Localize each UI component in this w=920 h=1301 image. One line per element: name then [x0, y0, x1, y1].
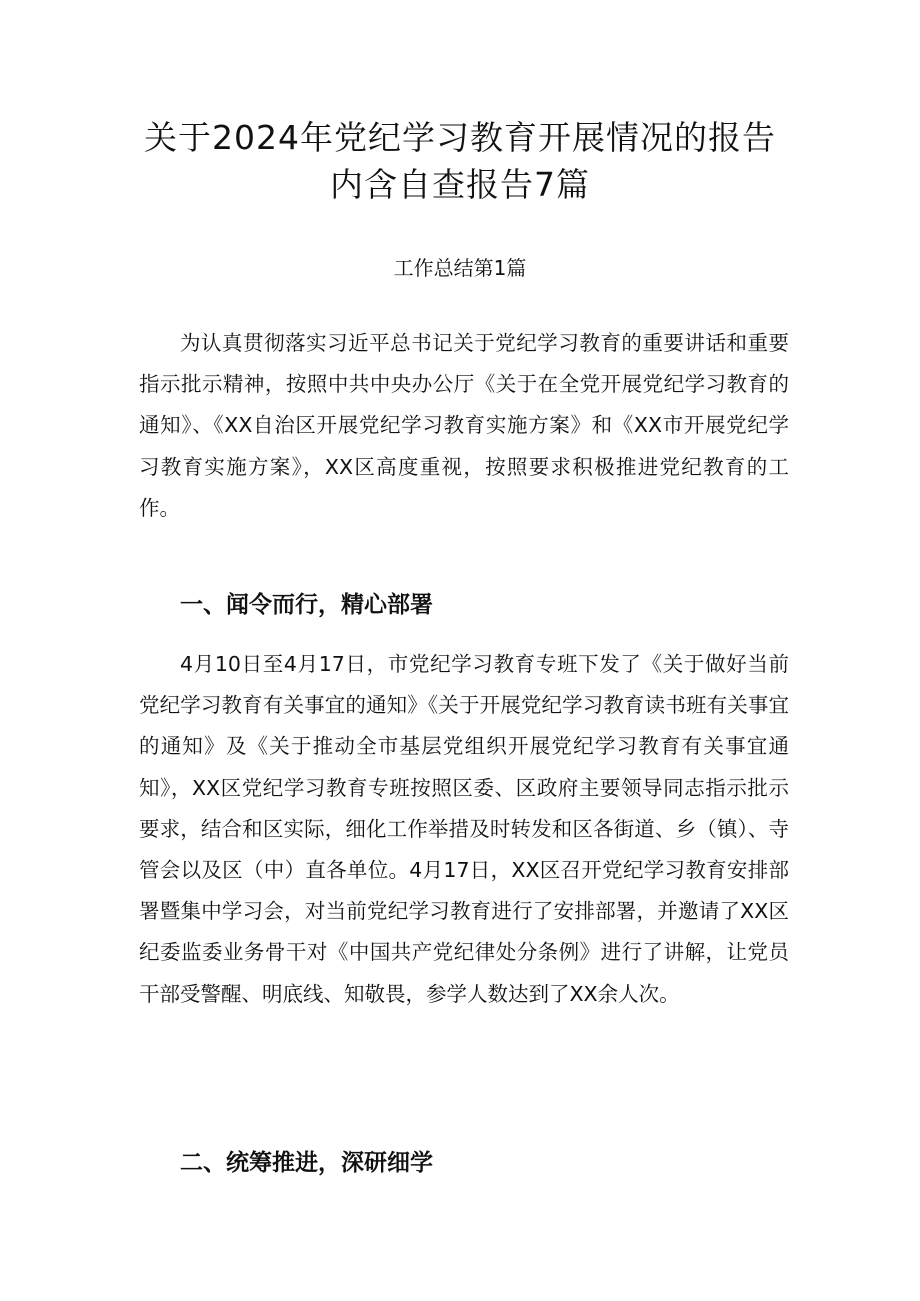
document-title-line2: 内含自查报告7篇 — [330, 165, 590, 204]
section-heading-1: 一、闻令而行，精心部署 — [180, 592, 433, 618]
body-paragraph-2: 4月10日至4月17日，市党纪学习教育专班下发了《关于做好当前党纪学习教育有关事宜的通知》《关于开展党纪学习教育读书班有关事宜的通知》及《关于推动全市基层党组织开展党纪学习教育有关事宜通知》，XX区党纪学习教育专班按照区委、区政府主要领导同志指示批示要求，结合和区实际，细化工作举措及时转发和区各街道、乡（镇）、寺管会以及区（中）直各单位。4月17日，XX区召开党纪学习教育安排部署暨集中学习会，对当前党纪学习教育进行了安排部署，并邀请了XX区纪委监委业务骨干对《中国共产党纪律处分条例》进行了讲解，让党员干部受警醒、明底线、知敬畏，参学人数达到了XX余人次。 — [139, 652, 789, 1006]
intro-paragraph: 为认真贯彻落实习近平总书记关于党纪学习教育的重要讲话和重要指示批示精神，按照中共中央办公厅《关于在全党开展党纪学习教育的通知》、《XX自治区开展党纪学习教育实施方案》和《XX市开展党纪学习教育实施方案》，XX区高度重视，按照要求积极推进党纪教育的工作。 — [139, 331, 789, 520]
section-subtitle: 工作总结第1篇 — [393, 256, 527, 280]
document-title-line1: 关于2024年党纪学习教育开展情况的报告 — [144, 118, 776, 157]
section-heading-2: 二、统筹推进，深研细学 — [180, 1150, 433, 1176]
